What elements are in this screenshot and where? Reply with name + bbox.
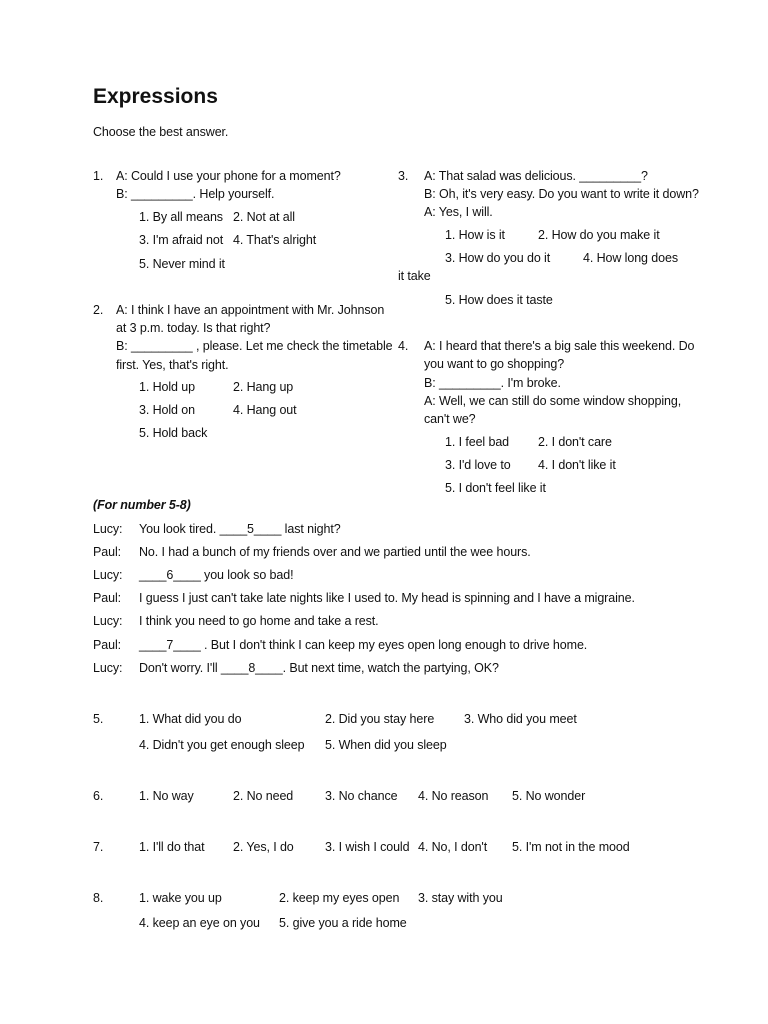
dialogue-line: ____7____ . But I don't think I can keep my eyes open long enough to drive home. [139,638,588,652]
q2-line: first. Yes, that's right. [116,358,229,372]
q4-option[interactable]: 2. I don't care [538,435,612,449]
q6-option[interactable]: 2. No need [233,789,294,803]
dialogue-speaker: Lucy: [93,522,123,536]
q8-option[interactable]: 4. keep an eye on you [139,916,260,930]
q8-option[interactable]: 5. give you a ride home [279,916,407,930]
q3-option[interactable]: 3. How do you do it [445,251,551,265]
q3-number: 3. [398,169,409,183]
q6-option[interactable]: 5. No wonder [512,789,586,803]
dialogue-line: ____6____ you look so bad! [139,568,294,582]
q3-option-wrap: it take [398,269,431,283]
q3-line: A: Yes, I will. [424,205,493,219]
dialogue-line: Don't worry. I'll ____8____. But next time, watch the partying, OK? [139,661,499,675]
q6-number: 6. [93,789,104,803]
q3-line: B: Oh, it's very easy. Do you want to write it down? [424,187,699,201]
q1-option[interactable]: 4. That's alright [233,233,317,247]
q2-option[interactable]: 4. Hang out [233,403,297,417]
dialogue-speaker: Lucy: [93,568,123,582]
q1-line: A: Could I use your phone for a moment? [116,169,341,183]
q2-option[interactable]: 5. Hold back [139,426,208,440]
q7-number: 7. [93,840,104,854]
q8-number: 8. [93,891,104,905]
q7-option[interactable]: 4. No, I don't [418,840,488,854]
q5-option[interactable]: 3. Who did you meet [464,712,577,726]
dialogue-line: No. I had a bunch of my friends over and we partied until the wee hours. [139,545,531,559]
q1-option[interactable]: 2. Not at all [233,210,295,224]
q1-option[interactable]: 1. By all means [139,210,223,224]
q6-option[interactable]: 1. No way [139,789,194,803]
q1-number: 1. [93,169,104,183]
instruction-text: Choose the best answer. [93,125,229,139]
q7-option[interactable]: 2. Yes, I do [233,840,294,854]
dialogue-speaker: Lucy: [93,661,123,675]
q3-line: A: That salad was delicious. _________? [424,169,648,183]
q2-option[interactable]: 2. Hang up [233,380,294,394]
q4-option[interactable]: 5. I don't feel like it [445,481,546,495]
q4-line: A: Well, we can still do some window shopping, [424,394,682,408]
dialogue-speaker: Paul: [93,545,121,559]
q6-option[interactable]: 3. No chance [325,789,398,803]
q5-option[interactable]: 4. Didn't you get enough sleep [139,738,305,752]
q3-option[interactable]: 5. How does it taste [445,293,553,307]
page-title: Expressions [93,85,218,108]
q7-option[interactable]: 3. I wish I could [325,840,410,854]
q8-option[interactable]: 2. keep my eyes open [279,891,400,905]
q1-option[interactable]: 3. I'm afraid not [139,233,224,247]
q2-option[interactable]: 3. Hold on [139,403,195,417]
q1-line: B: _________. Help yourself. [116,187,275,201]
q4-option[interactable]: 1. I feel bad [445,435,510,449]
dialogue-speaker: Paul: [93,591,121,605]
dialogue-line: I guess I just can't take late nights like I used to. My head is spinning and I have a migraine. [139,591,635,605]
dialogue-line: I think you need to go home and take a rest. [139,614,379,628]
q4-line: can't we? [424,412,476,426]
q4-line: B: _________. I'm broke. [424,376,561,390]
dialogue-speaker: Paul: [93,638,121,652]
dialogue-line: You look tired. ____5____ last night? [139,522,341,536]
q2-option[interactable]: 1. Hold up [139,380,195,394]
q8-option[interactable]: 3. stay with you [418,891,503,905]
q3-option[interactable]: 4. How long does [583,251,678,265]
q4-line: you want to go shopping? [424,357,565,371]
q5-number: 5. [93,712,104,726]
q2-number: 2. [93,303,104,317]
q2-line: at 3 p.m. today. Is that right? [116,321,271,335]
q3-option[interactable]: 2. How do you make it [538,228,660,242]
dialogue-heading: (For number 5-8) [93,498,191,512]
q7-option[interactable]: 1. I'll do that [139,840,205,854]
q4-option[interactable]: 4. I don't like it [538,458,616,472]
q4-line: A: I heard that there's a big sale this weekend. Do [424,339,695,353]
q5-option[interactable]: 5. When did you sleep [325,738,447,752]
q7-option[interactable]: 5. I'm not in the mood [512,840,630,854]
q3-option[interactable]: 1. How is it [445,228,505,242]
q8-option[interactable]: 1. wake you up [139,891,222,905]
q1-option[interactable]: 5. Never mind it [139,257,225,271]
q4-number: 4. [398,339,409,353]
q4-option[interactable]: 3. I'd love to [445,458,511,472]
q6-option[interactable]: 4. No reason [418,789,489,803]
q5-option[interactable]: 1. What did you do [139,712,242,726]
dialogue-speaker: Lucy: [93,614,123,628]
q5-option[interactable]: 2. Did you stay here [325,712,435,726]
q2-line: A: I think I have an appointment with Mr. Johnson [116,303,385,317]
q2-line: B: _________ , please. Let me check the timetable [116,339,393,353]
